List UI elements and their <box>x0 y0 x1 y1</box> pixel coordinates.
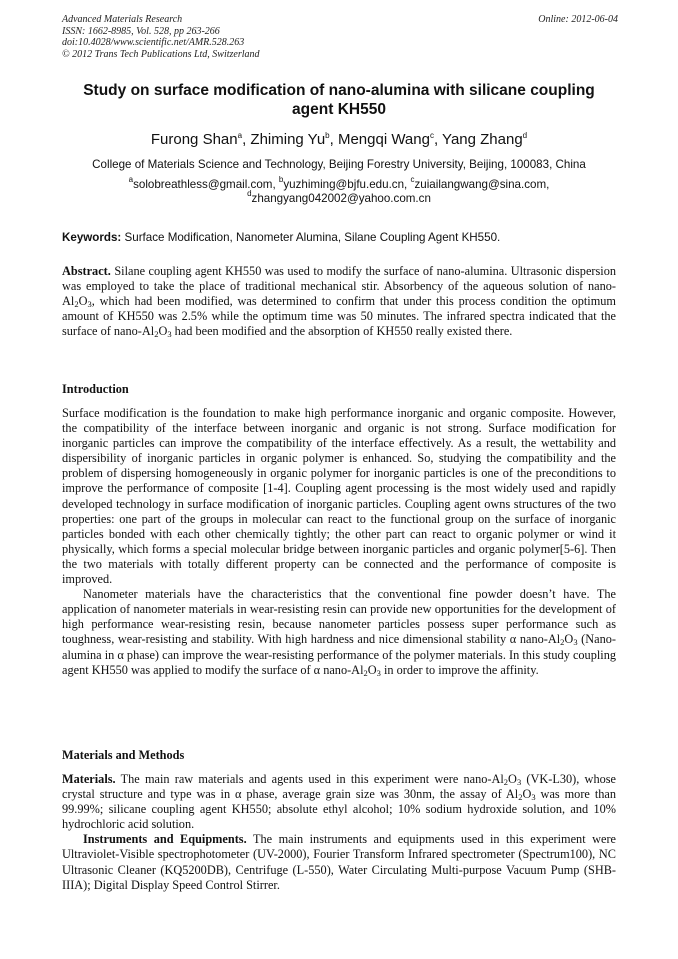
doi-line: doi:10.4028/www.scientific.net/AMR.528.263 <box>62 37 245 48</box>
subscript: 3 <box>573 637 578 648</box>
author-mark: c <box>429 131 434 140</box>
email-link[interactable]: zhangyang042002@yahoo.com.cn <box>251 192 431 205</box>
materials-methods-body <box>62 772 616 893</box>
abstract-text: had been modified and the absorption of KH550 really existed there. <box>171 324 513 339</box>
subscript: 3 <box>87 299 92 310</box>
section-heading-introduction: Introduction <box>62 382 129 396</box>
email-link[interactable]: yuzhiming@bjfu.edu.cn <box>283 178 405 191</box>
online-date: Online: 2012-06-04 <box>538 14 618 25</box>
subscript: 2 <box>560 637 565 648</box>
materials-text: O <box>508 772 517 786</box>
email-link[interactable]: zuiailangwang@sina.com <box>414 178 547 191</box>
author-name: Zhiming Yu <box>250 131 326 148</box>
subscript: 3 <box>516 777 522 787</box>
author-list: Furong Shan$^a$, Zhiming Yu$^b$, Mengqi Wang$^c$, Yang Zhang$^d$ <box>150 131 528 148</box>
intro-text: O <box>367 662 377 677</box>
intro-paragraph-1: Surface modification is the foundation to make high performance inorganic and organic composite. However, the compatibility of the interface between inorganic and organic is not strong. Surface modification for inorganic particles can improve the compatibility of the interface effectively. As a result, the wettability and dispersibility of inorganic particles in organic polymer is enhanced. So, studying the compatibility and the problem of dispersing homogeneously in organic polymer for inorganic particles is one of the preconditions to improve the performance of composite [1-4]. Coupling agent processing is the most widely used and rapidly developed technology in surface modification of inorganic particles. Coupling agent owns structures of the two properties: one part of the groups in molecular can react to the functional group on the surface of inorganic particles bonded with each other chemically tightly; the other part can react to organic polymer or wind it physically, which forms a special molecular bridge between inorganic particles and organic polymer[5-6]. Then the two materials with totally different property can be connected and the performance of composite is improved. <box>62 406 616 587</box>
materials-text: The main raw materials and agents used in this experiment were nano-Al <box>120 772 504 786</box>
subscript: 2 <box>363 667 368 678</box>
abstract-text: Silane coupling agent KH550 was used to modify the surface of nano-alumina. Ultrasonic dispersion was employed to take the place of traditional mechanical stir. Absorbency of the aqueous solution of nano-Al <box>62 264 617 309</box>
subscript: 2 <box>74 299 79 310</box>
instruments-label: Instruments and Equipments. <box>83 832 247 847</box>
instruments-text: The main instruments and equipments used in this experiment were Ultraviolet-Visible spectrophotometer (UV-2000), Fourier Transform Infrared spectrometer (Spectrum100), NC Ultrasonic Cleaner (KQ5200DB), Centrifuge (L-550), Water Circulating Multi-purpose Vacuum Pump (SHB-IIIA); Digital Display Speed Control Stirrer. <box>62 832 617 892</box>
materials-text: (VK-L30), whose crystal structure and type was in α phase, average grain size was 30nm, the assay of Al <box>62 772 616 802</box>
subscript: 3 <box>167 329 172 340</box>
email-mark: a <box>128 175 134 184</box>
author-name: Mengqi Wang <box>337 131 430 148</box>
materials-paragraph <box>62 772 616 832</box>
author-mark: b <box>325 131 330 140</box>
materials-text: O <box>522 787 532 802</box>
intro-paragraph-2 <box>62 587 616 678</box>
abstract-label: Abstract. <box>62 264 111 278</box>
journal-name: Advanced Materials Research <box>62 14 183 25</box>
author-mark: a <box>237 131 243 140</box>
title-line-1: Study on surface modification of nano-alumina with silicane coupling <box>83 82 595 99</box>
email-mark: c <box>410 175 415 184</box>
instruments-paragraph <box>62 832 616 892</box>
issn-line: ISSN: 1662-8985, Vol. 528, pp 263-266 <box>62 25 220 37</box>
introduction-body <box>62 406 616 678</box>
keywords-text: Surface Modification, Nanometer Alumina, Silane Coupling Agent KH550. <box>124 231 501 244</box>
abstract <box>62 264 616 339</box>
intro-text: in order to improve the affinity. <box>380 662 539 677</box>
author-name: Yang Zhang <box>442 131 523 148</box>
abstract-text: , which had been modified, was determined to confirm that under this process condition the optimum amount of KH550 was 2.5% while the optimum time was 50 minutes. The infrared spectra indicated that the surface of nano-Al <box>62 294 616 339</box>
subscript: 2 <box>503 777 509 787</box>
materials-text: was more than 99.99%; silicane coupling agent KH550; absolute ethyl alcohol; 10% sodium hydroxide solution, and 10% hydrochloric acid solution. <box>62 787 616 832</box>
copyright-line: © 2012 Trans Tech Publications Ltd, Switzerland <box>62 48 260 60</box>
journal-header <box>62 14 618 60</box>
subscript: 3 <box>531 792 536 803</box>
subscript: 2 <box>154 329 159 340</box>
intro-text: Nanometer materials have the characteristics that the conventional fine powder doesn’t have. The application of nanometer materials in wear-resisting resin can provide new opportunities for the development of high performance wear-resisting resin, because nanometer particles possess super performance such as toughness, wear-resisting and stability. With high hardness and nice dimensional stability α nano-Al <box>62 587 616 647</box>
abstract-text: O <box>78 294 88 309</box>
author-emails: $^a$solobreathless@gmail.com, $^b$yuzhiming@bjfu.edu.cn, $^c$zuiailangwang@sina.com, $^d$zhangyang042002@yahoo.com.cn <box>128 175 550 205</box>
paper-title <box>62 81 616 119</box>
subscript: 3 <box>376 667 381 678</box>
author-name: Furong Shan <box>150 131 238 148</box>
abstract-text: O <box>158 324 168 339</box>
email-mark: d <box>247 189 252 198</box>
subscript: 2 <box>518 792 523 803</box>
email-link[interactable]: solobreathless@gmail.com <box>133 178 273 191</box>
email-mark: b <box>278 175 284 184</box>
title-line-2: agent KH550 <box>292 101 386 118</box>
materials-label: Materials. <box>62 772 116 786</box>
section-heading-materials-methods: Materials and Methods <box>62 748 185 762</box>
affiliation: College of Materials Science and Technology, Beijing Forestry University, Beijing, 100083, China <box>92 158 586 171</box>
intro-text: O <box>564 632 574 647</box>
author-mark: d <box>522 131 528 140</box>
intro-text: (Nano-alumina in α phase) can improve the wear-resisting performance of the polymer materials. In this study coupling agent KH550 was applied to modify the surface of α nano-Al <box>62 632 617 677</box>
keywords-label: Keywords: <box>62 231 122 244</box>
keywords <box>62 230 618 245</box>
